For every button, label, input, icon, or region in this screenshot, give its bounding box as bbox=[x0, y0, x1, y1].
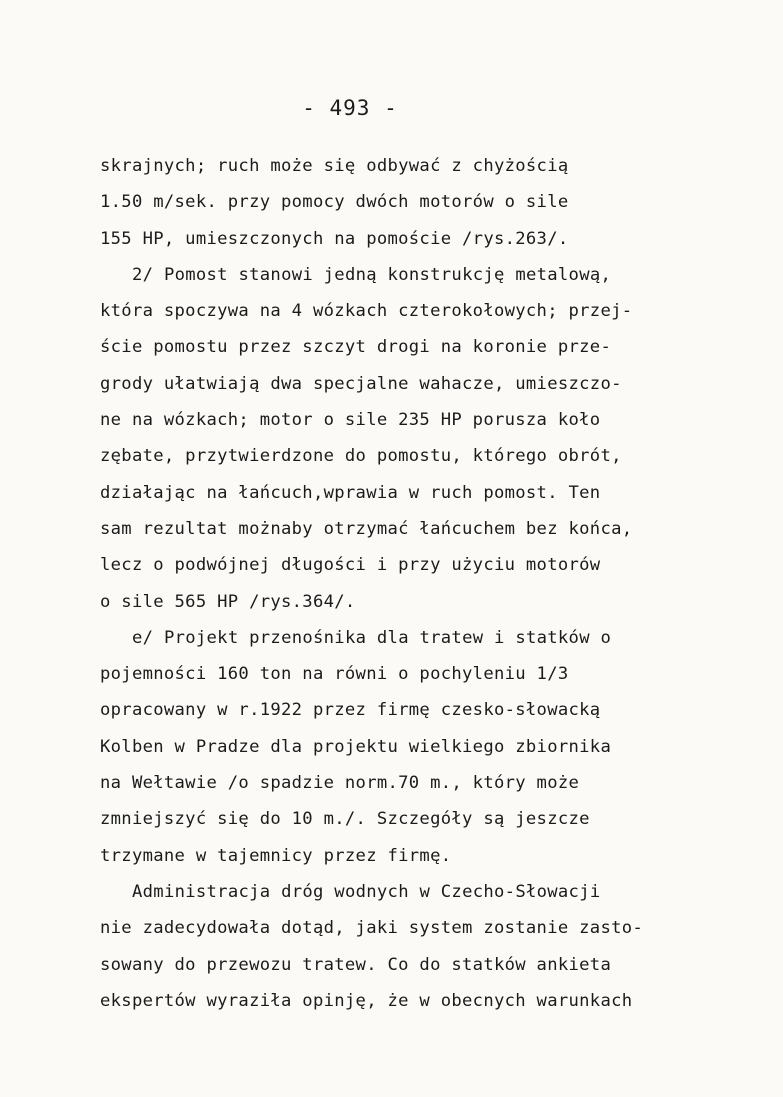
text-line: opracowany w r.1922 przez firmę czesko-słowacką bbox=[100, 700, 601, 721]
text-line: 1.50 m/sek. przy pomocy dwóch motorów o sile bbox=[100, 192, 569, 213]
text-line: na Wełtawie /o spadzie norm.70 m., który może bbox=[100, 773, 580, 794]
text-line: zębate, przytwierdzone do pomostu, którego obrót, bbox=[100, 446, 622, 467]
text-line: ekspertów wyraziła opinję, że w obecnych warunkach bbox=[100, 990, 633, 1011]
text-line: sam rezultat możnaby otrzymać łańcuchem bez końca, bbox=[100, 518, 633, 539]
text-line: pojemności 160 ton na równi o pochyleniu 1/3 bbox=[100, 664, 569, 685]
text-line: e/ Projekt przenośnika dla tratew i statków o bbox=[132, 627, 612, 648]
text-line: grody ułatwiają dwa specjalne wahacze, umieszczo- bbox=[100, 373, 622, 394]
text-line: 155 HP, umieszczonych na pomoście /rys.263/. bbox=[100, 228, 569, 249]
text-line: która spoczywa na 4 wózkach czterokołowych; przej- bbox=[100, 301, 633, 322]
text-line: Administracja dróg wodnych w Czecho-Słowacji bbox=[132, 881, 601, 902]
text-line: sowany do przewozu tratew. Co do statków ankieta bbox=[100, 954, 612, 975]
text-line: ne na wózkach; motor o sile 235 HP porusza koło bbox=[100, 410, 601, 431]
body-text bbox=[100, 148, 740, 1019]
text-line: ście pomostu przez szczyt drogi na koronie prze- bbox=[100, 337, 612, 358]
text-line: Kolben w Pradze dla projektu wielkiego zbiornika bbox=[100, 736, 612, 757]
text-line: nie zadecydowała dotąd, jaki system zostanie zasto- bbox=[100, 918, 644, 939]
text-line: trzymane w tajemnicy przez firmę. bbox=[100, 845, 452, 866]
text-line: 2/ Pomost stanowi jedną konstrukcję metalową, bbox=[132, 264, 612, 285]
text-line: lecz o podwójnej długości i przy użyciu motorów bbox=[100, 555, 601, 576]
text-line: działając na łańcuch,wprawia w ruch pomost. Ten bbox=[100, 482, 601, 503]
text-line: skrajnych; ruch może się odbywać z chyżością bbox=[100, 156, 569, 176]
text-line: zmniejszyć się do 10 m./. Szczegóły są jeszcze bbox=[100, 809, 590, 830]
text-line: o sile 565 HP /rys.364/. bbox=[100, 591, 356, 612]
page-number: - 493 - bbox=[302, 96, 398, 120]
